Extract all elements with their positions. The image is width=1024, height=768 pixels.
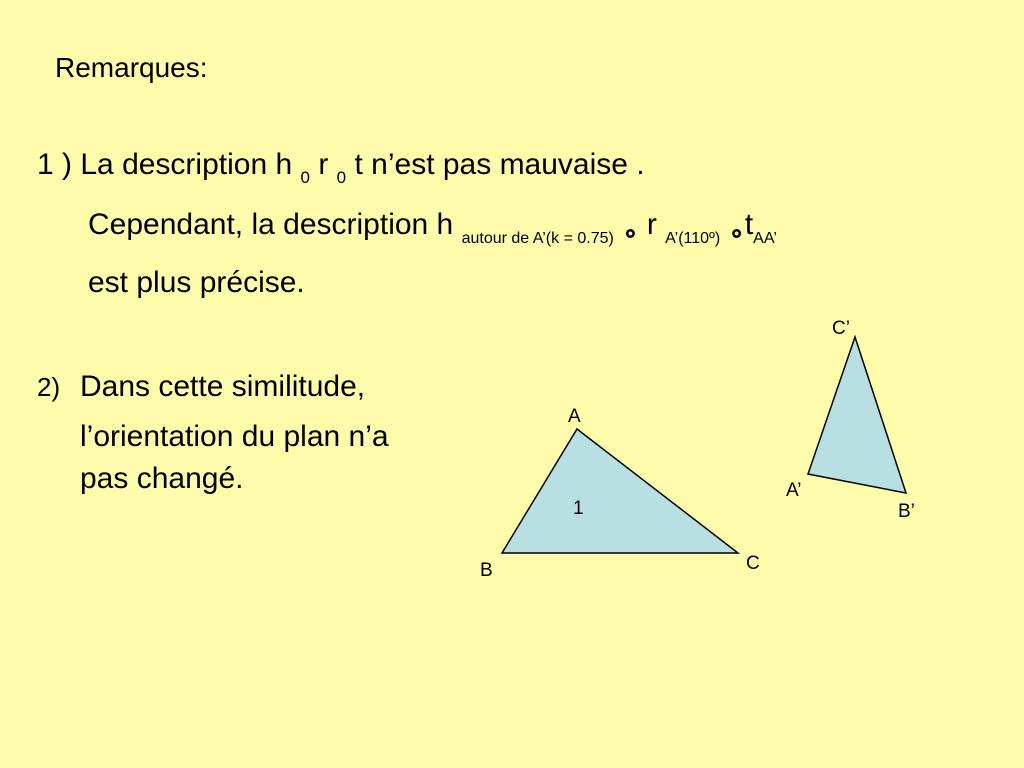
r-subscript: 0	[336, 168, 347, 187]
slide-title: Remarques:	[55, 52, 208, 83]
remark-1-however-text: Cependant, la description h	[88, 208, 454, 241]
t-subscript-detail: AA’	[753, 230, 777, 247]
label-b-prime: B’	[898, 501, 915, 522]
h-subscript: 0	[300, 168, 310, 187]
composition-symbol-1: ∘	[622, 218, 639, 248]
r-symbol: r	[318, 148, 329, 181]
remark-2-line-3: pas changé.	[80, 462, 244, 495]
label-c-prime: C’	[832, 318, 850, 339]
label-c: C	[746, 553, 760, 574]
label-a: A	[568, 406, 581, 427]
remark-2-number: 2)	[37, 372, 61, 402]
triangle-1	[502, 429, 738, 553]
remark-2-line-1: Dans cette similitude,	[80, 370, 366, 403]
triangle-1-number: 1	[573, 498, 584, 519]
r-subscript-detail: A’(110º)	[665, 230, 721, 247]
t-and-rest: t n’est pas mauvaise .	[354, 148, 645, 181]
h-subscript-detail: autour de A’(k = 0.75)	[461, 230, 614, 247]
remark-2-line-2: l’orientation du plan n’a	[80, 420, 389, 453]
remark-1-description-text: La description h	[80, 148, 293, 181]
triangle-2	[808, 337, 906, 493]
t-symbol-2: t	[744, 208, 754, 241]
remark-1-line-3: est plus précise.	[88, 266, 305, 299]
remark-1-number: 1 )	[37, 148, 73, 181]
r-symbol-2: r	[646, 208, 657, 241]
label-a-prime: A’	[786, 480, 802, 501]
composition-symbol-2: ∘	[728, 218, 745, 248]
label-b: B	[480, 560, 493, 581]
